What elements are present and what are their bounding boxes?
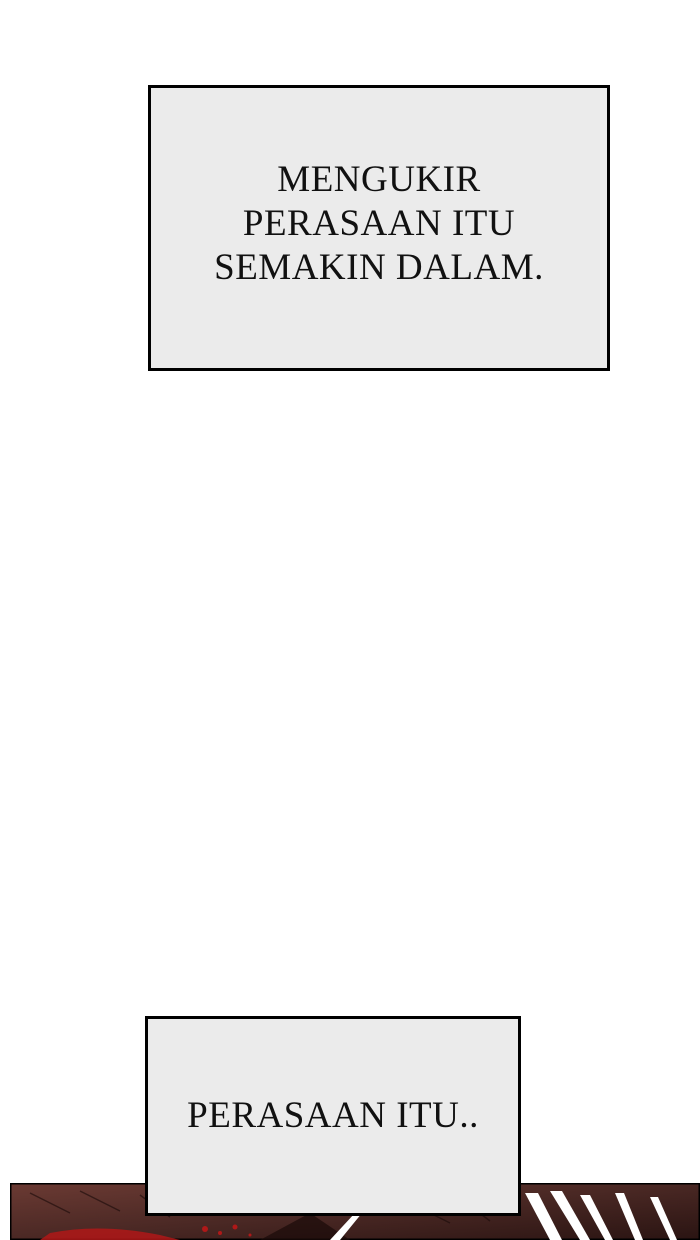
caption-text-top — [214, 158, 544, 290]
caption-line: SEMAKIN DALAM. — [214, 247, 544, 288]
caption-box-top — [148, 85, 610, 371]
caption-line: PERASAAN ITU — [242, 203, 516, 244]
blood-drop — [202, 1226, 208, 1232]
caption-line: PERASAAN ITU.. — [187, 1095, 479, 1136]
blood-drop — [218, 1231, 222, 1235]
caption-text-bottom — [187, 1094, 479, 1138]
caption-line: MENGUKIR — [277, 159, 481, 200]
blood-drop — [249, 1234, 252, 1237]
blood-drop — [233, 1225, 238, 1230]
caption-box-bottom — [145, 1016, 521, 1216]
